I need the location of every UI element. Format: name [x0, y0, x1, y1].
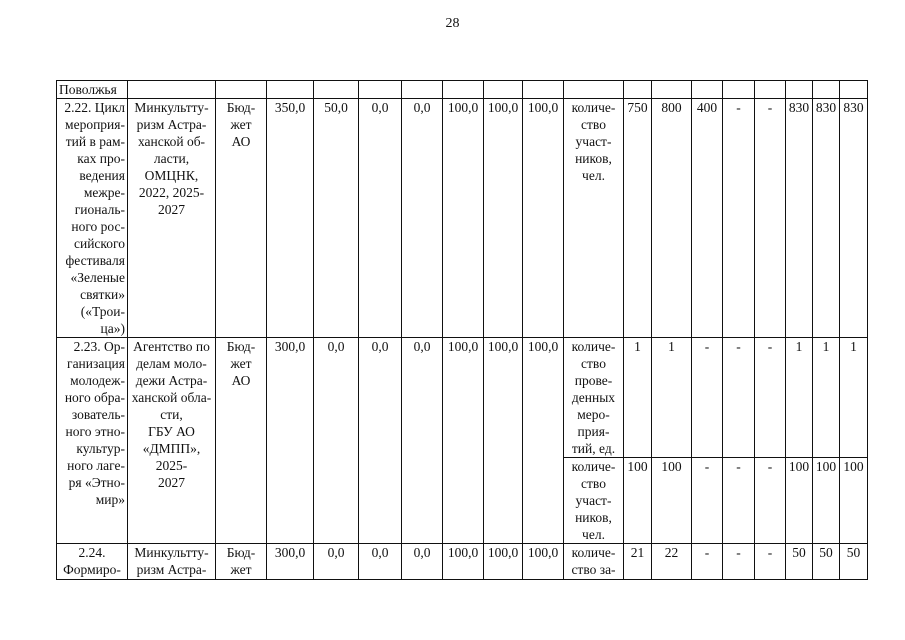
indicator-value: 50 — [786, 544, 813, 580]
empty-cell — [484, 81, 523, 99]
indicator-value: - — [723, 544, 755, 580]
empty-cell — [840, 81, 868, 99]
indicator-value: 50 — [813, 544, 840, 580]
amount-cell: 100,0 — [443, 99, 484, 338]
indicator-value: 22 — [652, 544, 692, 580]
indicator-name: количе- ство за- — [564, 544, 624, 580]
amount-cell: 100,0 — [443, 338, 484, 544]
funding-source: Бюд- жет АО — [216, 99, 267, 338]
indicator-value: 1 — [652, 338, 692, 458]
activity-name: 2.24. Формиро- — [57, 544, 128, 580]
indicator-value: 1 — [813, 338, 840, 458]
amount-cell: 300,0 — [267, 544, 314, 580]
indicator-value: - — [755, 544, 786, 580]
amount-cell: 0,0 — [359, 338, 402, 544]
amount-cell: 300,0 — [267, 338, 314, 544]
region-continuation-row — [57, 81, 868, 99]
amount-cell: 100,0 — [443, 544, 484, 580]
empty-cell — [359, 81, 402, 99]
amount-cell: 100,0 — [523, 544, 564, 580]
indicator-value: 830 — [813, 99, 840, 338]
amount-cell: 100,0 — [484, 99, 523, 338]
region-label: Поволжья — [57, 81, 128, 99]
empty-cell — [786, 81, 813, 99]
empty-cell — [692, 81, 723, 99]
indicator-value: 100 — [813, 458, 840, 544]
empty-cell — [624, 81, 652, 99]
empty-cell — [216, 81, 267, 99]
executor-cell: Минкультту- ризм Астра- ханской об- ласти, ОМЦНК, 2022, 2025- 2027 — [128, 99, 216, 338]
table-row — [57, 338, 868, 458]
amount-cell: 50,0 — [314, 99, 359, 338]
indicator-name: количе- ство прове- денных меро- прия- тий, ед. — [564, 338, 624, 458]
indicator-value: - — [755, 99, 786, 338]
empty-cell — [402, 81, 443, 99]
indicator-value: 830 — [786, 99, 813, 338]
indicator-value: 1 — [840, 338, 868, 458]
amount-cell: 0,0 — [359, 544, 402, 580]
indicator-value: 100 — [840, 458, 868, 544]
amount-cell: 350,0 — [267, 99, 314, 338]
amount-cell: 0,0 — [402, 99, 443, 338]
indicator-value: - — [755, 458, 786, 544]
funding-source: Бюд- жет — [216, 544, 267, 580]
amount-cell: 0,0 — [402, 544, 443, 580]
funding-source: Бюд- жет АО — [216, 338, 267, 544]
empty-cell — [652, 81, 692, 99]
empty-cell — [723, 81, 755, 99]
indicator-value: 100 — [624, 458, 652, 544]
indicator-value: 750 — [624, 99, 652, 338]
indicator-value: - — [755, 338, 786, 458]
empty-cell — [128, 81, 216, 99]
indicator-value: - — [723, 99, 755, 338]
program-table — [56, 80, 868, 580]
indicator-value: - — [692, 544, 723, 580]
indicator-value: 100 — [652, 458, 692, 544]
empty-cell — [755, 81, 786, 99]
indicator-value: - — [723, 458, 755, 544]
indicator-value: 1 — [786, 338, 813, 458]
executor-cell: Минкультту- ризм Астра- — [128, 544, 216, 580]
indicator-value: - — [692, 458, 723, 544]
amount-cell: 0,0 — [314, 338, 359, 544]
executor-cell: Агентство по делам моло- дежи Астра- ханской обла- сти, ГБУ АО «ДМПП», 2025- 2027 — [128, 338, 216, 544]
indicator-value: 50 — [840, 544, 868, 580]
indicator-name: количе- ство участ- ников, чел. — [564, 458, 624, 544]
indicator-value: - — [692, 338, 723, 458]
indicator-value: 1 — [624, 338, 652, 458]
indicator-value: 800 — [652, 99, 692, 338]
empty-cell — [564, 81, 624, 99]
activity-name: 2.23. Ор- ганизация молодеж- ного обра- зователь- ного этно- культур- ного лаге- ря «Этно- мир» — [57, 338, 128, 544]
empty-cell — [314, 81, 359, 99]
empty-cell — [523, 81, 564, 99]
indicator-value: 100 — [786, 458, 813, 544]
empty-cell — [267, 81, 314, 99]
empty-cell — [813, 81, 840, 99]
amount-cell: 100,0 — [484, 338, 523, 544]
page-number: 28 — [445, 16, 460, 31]
table-row — [57, 544, 868, 580]
indicator-name: количе- ство участ- ников, чел. — [564, 99, 624, 338]
amount-cell: 100,0 — [523, 99, 564, 338]
amount-cell: 100,0 — [484, 544, 523, 580]
table-row — [57, 99, 868, 338]
indicator-value: 400 — [692, 99, 723, 338]
activity-name: 2.22. Цикл мероприя- тий в рам- ках про- ведения межре- гиональ- ного рос- сийского фестиваля «Зеленые святки» («Трои- ца») — [57, 99, 128, 338]
indicator-value: - — [723, 338, 755, 458]
amount-cell: 0,0 — [359, 99, 402, 338]
amount-cell: 100,0 — [523, 338, 564, 544]
indicator-value: 830 — [840, 99, 868, 338]
indicator-value: 21 — [624, 544, 652, 580]
amount-cell: 0,0 — [314, 544, 359, 580]
amount-cell: 0,0 — [402, 338, 443, 544]
empty-cell — [443, 81, 484, 99]
